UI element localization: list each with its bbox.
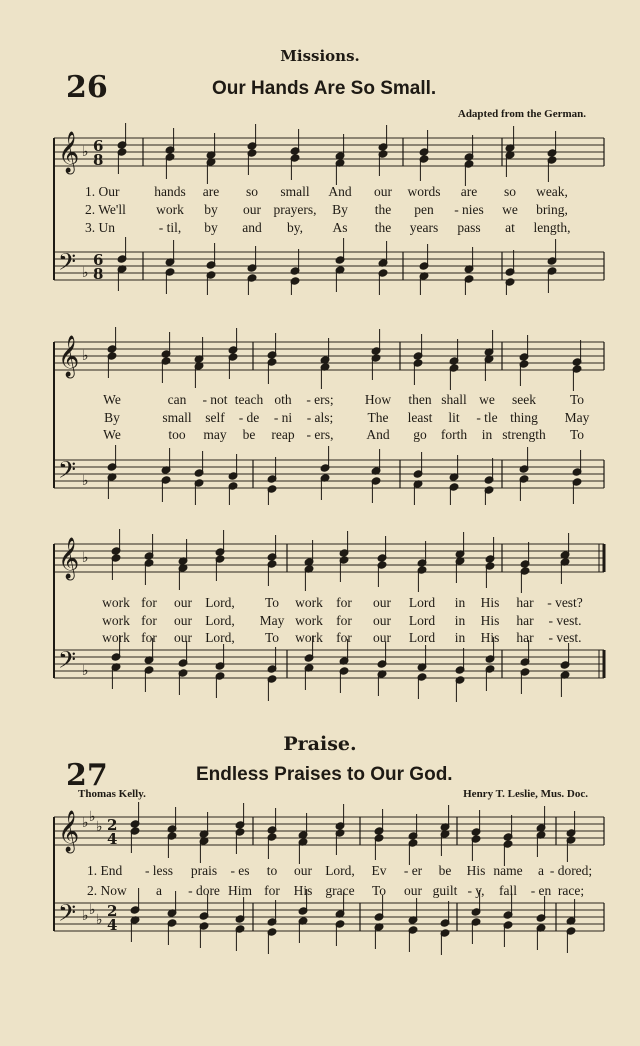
lyric-syllable: oth (274, 392, 292, 407)
time-signature-bottom: 8 (93, 151, 104, 169)
lyric-syllable: To (569, 392, 585, 407)
flat-icon: ♭ (82, 815, 89, 831)
lyric-syllable: in (454, 630, 466, 645)
lyric-syllable: our (373, 595, 391, 610)
lyric-syllable: - vest? (547, 595, 583, 610)
lyric-syllable: His (480, 595, 500, 610)
lyric-syllable: - y, (467, 883, 485, 898)
lyric-syllable: work (295, 595, 323, 610)
lyric-syllable: Ev (371, 863, 387, 878)
lyric-syllable: can (167, 392, 187, 407)
bass-clef-icon: 𝄢 (58, 646, 77, 679)
lyric-syllable: - de (238, 409, 260, 425)
lyric-syllable: our (243, 202, 261, 217)
flat-icon: ♭ (96, 912, 103, 928)
hymn-title-27: Endless Praises to Our God. (196, 764, 453, 785)
lyric-syllable: Lord, (205, 612, 235, 628)
lyric-syllable: - tle (476, 409, 498, 425)
lyric-syllable: - less (144, 863, 174, 878)
hymn-26-credit: Adapted from the German. (457, 108, 586, 120)
treble-clef-icon: 𝄞 (58, 811, 80, 852)
lyric-syllable: by (204, 220, 218, 235)
lyric-syllable: our (174, 612, 192, 628)
lyric-line (0, 595, 640, 613)
lyric-line (0, 220, 640, 238)
lyric-syllable: forth (440, 427, 468, 442)
lyric-syllable: years (409, 220, 439, 235)
lyric-syllable: And (366, 427, 390, 442)
lyric-syllable: be (438, 863, 452, 878)
lyric-syllable: may (203, 427, 227, 442)
lyric-syllable: then (408, 392, 432, 407)
lyric-syllable: go (413, 427, 427, 442)
lyric-syllable: May (564, 409, 590, 425)
lyric-syllable: har (516, 630, 534, 645)
lyric-syllable: our (174, 595, 192, 610)
lyric-syllable: work (102, 612, 130, 628)
lyric-syllable: By (104, 409, 120, 425)
lyric-syllable: for (336, 595, 352, 610)
lyric-syllable: pass (457, 220, 481, 235)
lyric-syllable: - til, (158, 220, 182, 235)
lyric-syllable: To (264, 595, 280, 610)
hymn-title-26: Our Hands Are So Small. (212, 78, 437, 99)
lyric-syllable: by (204, 202, 218, 217)
treble-clef-icon: 𝄞 (58, 538, 80, 579)
flat-icon: ♭ (96, 819, 103, 835)
lyric-syllable: for (141, 630, 157, 645)
lyric-syllable: for (141, 612, 157, 628)
lyric-syllable: so (245, 184, 259, 199)
lyric-line (0, 883, 640, 901)
lyric-line (0, 427, 640, 445)
lyric-syllable: We (103, 427, 121, 442)
lyric-syllable: name (493, 863, 523, 878)
lyric-syllable: for (141, 595, 157, 610)
treble-clef-icon: 𝄞 (58, 336, 80, 377)
lyric-syllable: self (205, 409, 225, 425)
lyric-line (0, 630, 640, 648)
section-heading-praise: Praise. (283, 733, 357, 755)
lyric-syllable: a (156, 883, 162, 898)
lyric-syllable: - er (403, 863, 423, 878)
lyric-syllable: in (481, 427, 493, 442)
lyric-syllable: prais (190, 863, 218, 878)
lyric-syllable: so (503, 184, 517, 199)
time-signature-top: 2 (107, 816, 118, 834)
lyric-syllable: har (516, 612, 534, 628)
lyric-syllable: our (174, 630, 192, 645)
lyric-syllable: How (364, 392, 392, 407)
lyric-syllable: 2. Now (87, 883, 127, 898)
time-signature-bottom: 8 (93, 265, 104, 283)
lyric-syllable: words (407, 184, 441, 199)
lyric-syllable: - es (230, 863, 250, 878)
lyric-syllable: - en (530, 883, 552, 898)
lyric-syllable: work (295, 612, 323, 628)
lyric-syllable: By (332, 202, 348, 217)
lyric-syllable: hands (154, 184, 186, 199)
lyric-syllable: 1. End (87, 863, 123, 878)
treble-clef-icon: 𝄞 (58, 132, 80, 173)
lyric-syllable: Lord, (325, 863, 355, 878)
time-signature-top: 2 (107, 902, 118, 920)
lyric-syllable: race; (557, 883, 585, 898)
lyric-syllable: And (328, 184, 352, 199)
lyric-syllable: work (102, 595, 130, 610)
lyric-syllable: Lord (408, 612, 436, 628)
lyric-syllable: reap (271, 427, 295, 442)
lyric-syllable: to (266, 863, 278, 878)
lyric-syllable: - nies (454, 202, 484, 217)
lyric-syllable: - als; (306, 409, 334, 425)
lyric-syllable: - ers; (306, 392, 334, 407)
lyric-syllable: pen (414, 202, 434, 217)
lyric-syllable: bring, (536, 202, 568, 217)
lyric-syllable: 1. Our (85, 184, 120, 199)
lyric-syllable: To (569, 427, 585, 442)
lyric-syllable: 2. We'll (85, 202, 126, 217)
lyric-syllable: Him (227, 883, 253, 898)
lyric-syllable: our (404, 883, 422, 898)
lyric-syllable: - ers, (306, 427, 334, 442)
lyric-syllable: the (374, 220, 392, 235)
lyric-syllable: To (371, 883, 387, 898)
bass-clef-icon: 𝄢 (58, 899, 77, 932)
lyric-syllable: are (460, 184, 478, 199)
lyric-syllable: 3. Un (85, 220, 115, 235)
lyric-syllable: lit (448, 409, 460, 425)
lyric-syllable: As (332, 220, 348, 235)
lyric-syllable: The (367, 409, 389, 425)
lyric-syllable: His (480, 612, 500, 628)
time-signature-top: 6 (93, 251, 104, 269)
lyric-syllable: for (264, 883, 280, 898)
lyric-syllable: thing (510, 409, 538, 425)
lyric-syllable: small (162, 409, 192, 425)
lyric-syllable: Lord, (205, 595, 235, 610)
lyric-syllable: at (505, 220, 515, 235)
lyric-line (0, 613, 640, 631)
lyric-syllable: His (466, 863, 486, 878)
lyric-syllable: for (336, 630, 352, 645)
lyric-syllable: too (168, 427, 186, 442)
hymn-27-lyricist: Thomas Kelly. (78, 788, 146, 800)
lyric-syllable: our (373, 612, 391, 628)
lyric-syllable: be (242, 427, 256, 442)
lyric-syllable: Lord (408, 630, 436, 645)
lyric-syllable: - vest. (548, 612, 582, 628)
lyric-syllable: strength (502, 427, 546, 442)
flat-icon: ♭ (82, 550, 89, 566)
lyric-syllable: length, (533, 220, 571, 235)
lyric-syllable: May (259, 612, 285, 628)
time-signature-top: 6 (93, 137, 104, 155)
lyric-syllable: our (294, 863, 312, 878)
lyric-line (0, 410, 640, 428)
lyric-syllable: seek (512, 392, 536, 407)
lyric-syllable: are (202, 184, 220, 199)
flat-icon: ♭ (82, 908, 89, 924)
lyric-line (0, 863, 640, 881)
lyric-syllable: prayers, (273, 202, 317, 217)
lyric-syllable: for (336, 612, 352, 628)
time-signature-bottom: 4 (107, 916, 118, 934)
lyric-syllable: His (480, 630, 500, 645)
lyric-syllable: To (264, 630, 280, 645)
lyric-syllable: our (374, 184, 392, 199)
flat-icon: ♭ (82, 265, 89, 281)
lyric-syllable: we (502, 202, 518, 217)
lyric-syllable: small (280, 184, 310, 199)
lyric-syllable: - ni (273, 409, 293, 425)
lyric-syllable: - dored; (549, 863, 593, 878)
flat-icon: ♭ (82, 144, 89, 160)
flat-icon: ♭ (89, 902, 96, 918)
hymn-number-26: 26 (66, 70, 108, 105)
lyric-syllable: least (407, 409, 433, 425)
flat-icon: ♭ (82, 663, 89, 679)
section-heading-missions: Missions. (280, 47, 360, 65)
lyric-syllable: the (374, 202, 392, 217)
lyric-syllable: work (102, 630, 130, 645)
lyric-syllable: weak, (536, 184, 568, 199)
lyric-syllable: and (242, 220, 262, 235)
lyric-line (0, 392, 640, 410)
lyric-syllable: fall (499, 883, 517, 898)
lyric-syllable: grace (325, 883, 355, 898)
lyric-syllable: by, (287, 220, 303, 235)
lyric-syllable: - dore (188, 883, 220, 898)
lyric-syllable: - vest. (548, 630, 582, 645)
flat-icon: ♭ (89, 809, 96, 825)
lyric-line (0, 184, 640, 202)
lyric-syllable: work (295, 630, 323, 645)
flat-icon: ♭ (82, 473, 89, 489)
lyric-syllable: teach (234, 392, 264, 407)
lyric-syllable: har (516, 595, 534, 610)
lyric-syllable: work (156, 202, 184, 217)
lyric-line (0, 202, 640, 220)
bass-clef-icon: 𝄢 (58, 248, 77, 281)
bass-clef-icon: 𝄢 (58, 456, 77, 489)
flat-icon: ♭ (82, 348, 89, 364)
hymn-number-27: 27 (66, 758, 108, 793)
lyric-syllable: shall (441, 392, 467, 407)
lyric-syllable: His (293, 883, 313, 898)
lyric-syllable: in (454, 595, 466, 610)
lyric-syllable: Lord, (205, 630, 235, 645)
lyric-syllable: in (454, 612, 466, 628)
lyric-syllable: We (103, 392, 121, 407)
lyric-syllable: we (479, 392, 495, 407)
lyric-syllable: - not (202, 392, 228, 407)
lyric-syllable: Lord (408, 595, 436, 610)
lyric-syllable: our (373, 630, 391, 645)
lyric-syllable: a (538, 863, 544, 878)
time-signature-bottom: 4 (107, 830, 118, 848)
hymn-27-composer: Henry T. Leslie, Mus. Doc. (463, 788, 588, 800)
lyric-syllable: guilt (432, 883, 458, 898)
